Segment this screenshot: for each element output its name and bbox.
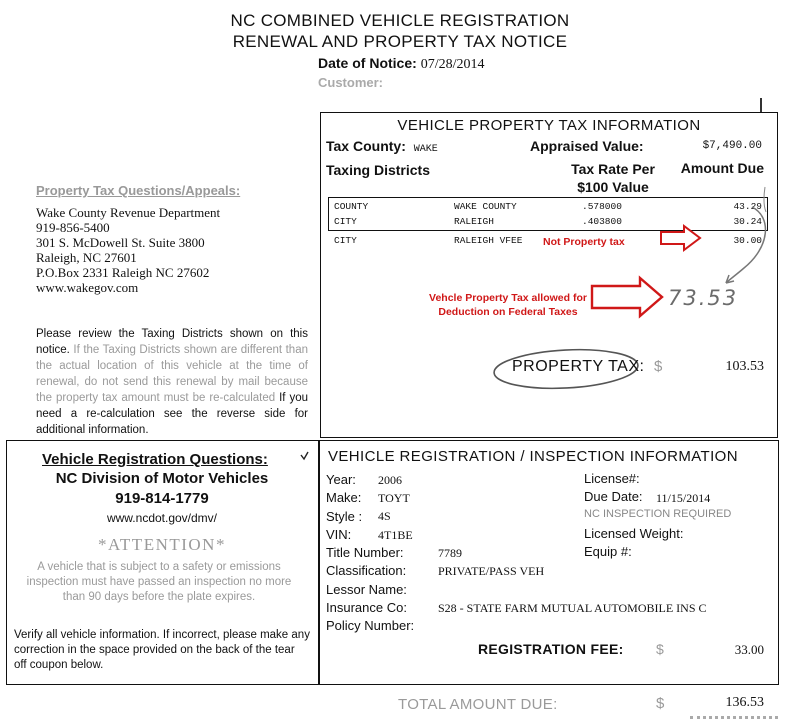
vin-label: VIN: [326, 526, 352, 542]
tax-county-value: WAKE [413, 144, 438, 155]
property-tax-currency: $ [654, 358, 663, 375]
due-date-value: 11/15/2014 [656, 491, 711, 505]
district-amount: 30.24 [733, 216, 762, 227]
col-amount-due: Amount Due [680, 160, 764, 176]
appraised-value-label: Appraised Value: [530, 138, 644, 154]
review-notice-part3: If you need a re-calculation see the reverse side for additional information. [36, 392, 308, 436]
district-name: RALEIGH VFEE [454, 235, 523, 246]
title-number-label: Title Number: [326, 545, 404, 561]
deduction-arrow-icon [592, 278, 662, 316]
registration-fee-label: REGISTRATION FEE: [478, 641, 624, 657]
attention-banner: *ATTENTION* [98, 535, 226, 554]
deduction-note-line2: Deduction on Federal Taxes [438, 306, 578, 318]
col-tax-rate-line1: Tax Rate Per [571, 161, 655, 177]
district-amount: 43.29 [733, 201, 762, 212]
not-property-arrow-icon [661, 226, 700, 250]
title-line-1: NC COMBINED VEHICLE REGISTRATION [230, 11, 570, 30]
policy-number-label: Policy Number: [326, 618, 415, 634]
classification-label: Classification: [326, 563, 407, 579]
deduction-note-line1: Vehcle Property Tax allowed for [429, 292, 587, 304]
style-label: Style : [326, 508, 363, 524]
questions-heading: Property Tax Questions/Appeals: [36, 183, 241, 198]
license-label: License#: [584, 471, 640, 486]
registration-fee-value: 33.00 [734, 642, 764, 657]
tax-county-label: Tax County: [326, 138, 406, 154]
contact-line: 919-856-5400 [36, 220, 110, 235]
handwritten-total: 73.53 [668, 286, 739, 310]
not-property-tax-note: Not Property tax [543, 236, 625, 248]
tear-line [690, 716, 778, 724]
col-tax-rate-line2: $100 Value [577, 179, 649, 195]
dmv-website: www.ncdot.gov/dmv/ [106, 511, 218, 525]
property-tax-value: 103.53 [725, 359, 764, 374]
insurance-value: S28 - STATE FARM MUTUAL AUTOMOBILE INS C [438, 601, 707, 615]
style-value: 4S [378, 509, 391, 523]
district-rate: .578000 [582, 201, 622, 212]
pencil-curve-icon [726, 207, 765, 283]
contact-line: 301 S. McDowell St. Suite 3800 [36, 235, 205, 250]
col-taxing-districts: Taxing Districts [326, 162, 430, 178]
review-notice-part2: If the Taxing Districts shown are different than the actual location of this vehicle at the time of renewal, do not send this renewal by mail because the property tax amount must be re-calculated [36, 344, 308, 404]
inspection-note: NC INSPECTION REQUIRED [584, 508, 732, 520]
licensed-weight-label: Licensed Weight: [584, 526, 684, 541]
registration-questions-heading: Vehicle Registration Questions: [42, 451, 268, 468]
district-name: RALEIGH [454, 216, 494, 227]
date-label: Date of Notice: [318, 55, 417, 71]
lessor-label: Lessor Name: [326, 581, 407, 597]
year-value: 2006 [378, 473, 402, 487]
vin-value: 4T1BE [378, 528, 413, 542]
insurance-label: Insurance Co: [326, 600, 407, 616]
dmv-phone: 919-814-1779 [115, 490, 209, 507]
dmv-agency: NC Division of Motor Vehicles [55, 470, 269, 487]
property-tax-label: PROPERTY TAX: [512, 358, 645, 375]
total-label: TOTAL AMOUNT DUE: [398, 696, 558, 713]
verify-text: Verify all vehicle information. If incorrect, please make any correction in the space provided on the back of the tear off coupon below. [14, 629, 310, 671]
district-rate: .403800 [582, 216, 622, 227]
registration-divider [318, 440, 320, 685]
review-notice-part1: Please review the Taxing Districts shown on this notice. [36, 328, 308, 356]
classification-value: PRIVATE/PASS VEH [438, 564, 545, 578]
district-name: WAKE COUNTY [454, 201, 517, 212]
make-value: TOYT [378, 491, 410, 505]
district-amount: 30.00 [733, 235, 762, 246]
registration-heading: VEHICLE REGISTRATION / INSPECTION INFORMATION [328, 448, 738, 465]
registration-fee-currency: $ [656, 641, 664, 657]
contact-line: www.wakegov.com [36, 280, 139, 295]
title-line-2: RENEWAL AND PROPERTY TAX NOTICE [232, 32, 568, 51]
district-type: CITY [334, 216, 357, 227]
equip-label: Equip #: [584, 544, 632, 559]
make-label: Make: [326, 490, 362, 506]
questions-contact [36, 205, 220, 295]
contact-line: Raleigh, NC 27601 [36, 250, 137, 265]
district-type: CITY [334, 235, 357, 246]
contact-line: Wake County Revenue Department [36, 205, 221, 220]
contact-line: P.O.Box 2331 Raleigh NC 27602 [36, 265, 210, 280]
year-label: Year: [326, 472, 356, 487]
date-value: 07/28/2014 [420, 57, 485, 72]
attention-text: A vehicle that is subject to a safety or emissions inspection must have passed an inspection no more than 90 days before the plate expires. [26, 561, 292, 603]
customer-label: Customer: [318, 75, 384, 90]
total-value: 136.53 [725, 695, 764, 710]
due-date-label: Due Date: [584, 489, 643, 504]
review-notice [36, 326, 308, 438]
appraised-value: $7,490.00 [702, 140, 762, 152]
tax-info-heading: VEHICLE PROPERTY TAX INFORMATION [397, 117, 701, 134]
total-currency: $ [656, 695, 665, 712]
district-type: COUNTY [334, 201, 369, 212]
pencil-mark-icon [764, 187, 766, 212]
title-number-value: 7789 [438, 546, 462, 560]
